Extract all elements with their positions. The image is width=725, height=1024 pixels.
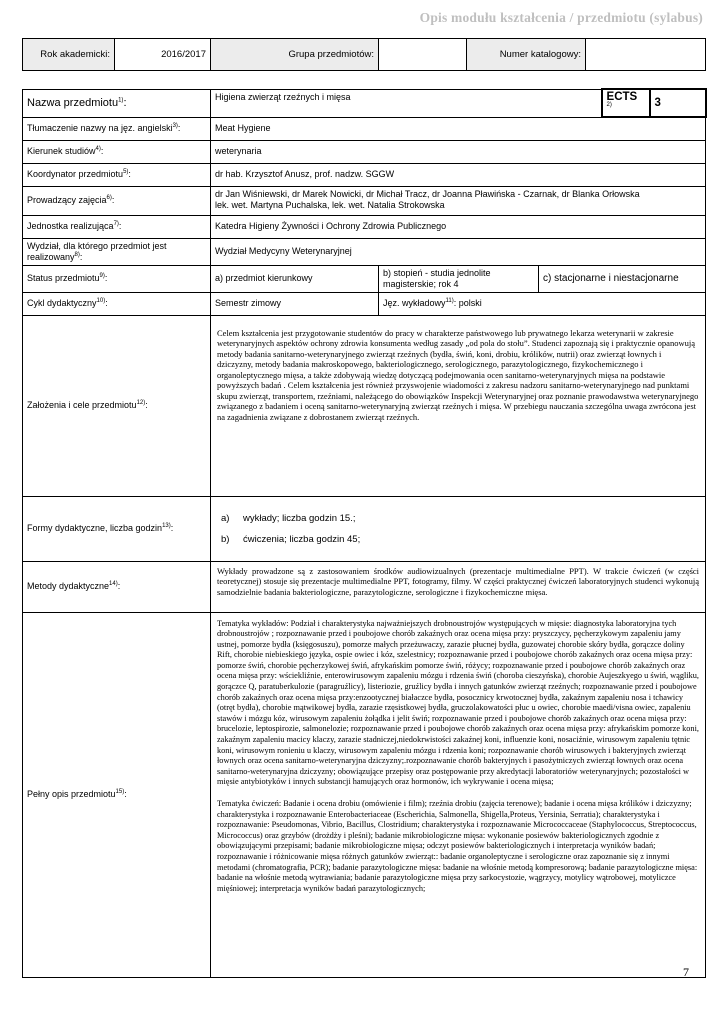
full-description-label: Pełny opis przedmiotu$^{15)}$:: [23, 612, 211, 977]
ects-value: 3: [650, 89, 706, 117]
subject-group-value: [379, 39, 467, 71]
catalog-info-table: [22, 38, 706, 71]
language-cell: Jęz. wykładowy$^{11)}$: polski: [379, 292, 706, 315]
cycle-value: Semestr zimowy: [211, 292, 379, 315]
row-goals: [23, 315, 706, 496]
field-of-study-label: Kierunek studiów$^{4)}$:: [23, 140, 211, 163]
english-translation-label: Tłumaczenie nazwy na jęz. angielski$^{3)}$:: [23, 117, 211, 140]
goals-label: Założenia i cele przedmiotu$^{12)}$:: [23, 315, 211, 496]
row-english-translation: [23, 117, 706, 140]
row-forms: [23, 496, 706, 561]
unit-label: Jednostka realizująca$^{7)}$:: [23, 215, 211, 238]
unit-value: Katedra Higieny Żywności i Ochrony Zdrowia Publicznego: [211, 215, 706, 238]
catalog-number-label: Numer katalogowy:: [467, 39, 586, 71]
cycle-label: Cykl dydaktyczny$^{10)}$:: [23, 292, 211, 315]
forms-label: Formy dydaktyczne, liczba godzin$^{13)}$:: [23, 496, 211, 561]
methods-text: Wykłady prowadzone są z zastosowaniem środków audiowizualnych (prezentacje multimedialne PPT). W trakcie ćwiczeń (w części teoretycznej) stosuje się prezentacje multimedialne PPT, fotogramy, filmy. W części praktycznej ćwiczeń laboratoryjnych studenci wykonują samodzielnie badania bakteriologiczne, parazytologiczne, serologiczne i fizykochemiczne mięsa.: [211, 561, 706, 612]
ects-label: ECTS $^{2)}$: [602, 89, 650, 117]
subject-group-label: Grupa przedmiotów:: [211, 39, 379, 71]
document-header-title: Opis modułu kształcenia / przedmiotu (sylabus): [419, 10, 703, 25]
subject-name-value: Higiena zwierząt rzeźnych i mięsa: [211, 89, 602, 117]
coordinator-value: dr hab. Krzysztof Anusz, prof. nadzw. SGGW: [211, 163, 706, 186]
forms-list: [215, 513, 701, 545]
status-label: Status przedmiotu$^{9)}$:: [23, 265, 211, 292]
row-faculty: [23, 238, 706, 265]
row-coordinator: [23, 163, 706, 186]
forms-item: b) ćwiczenia; liczba godzin 45;: [221, 533, 361, 545]
catalog-number-value: [586, 39, 706, 71]
full-description-text: Tematyka wykładów: Podział i charakterystyka najważniejszych drobnoustrojów występujących w mięsie: diagnostyka laboratoryjna tych drobnoustrojów ; rozpoznawanie przed i poubojowe chorób zakaźnych oraz ocena mięsa przy: pryszczycy, pęcherzykowym zapaleniu jamy ustnej, pomorze bydła (księgosuszu), pomorze małych przeżuwaczy, zarazie płucnej bydła, guzowatej chorobie skóry bydła, gorączce doliny Rift, chorobie niebieskiego języka, ospie owiec i kóz, szelestnicy; rozpoznawanie przed i poubojowe chorób zakaźnych oraz ocena mięsa przy: pomorze świń, chorobie pęcherzykowej świń, afrykańskim pomorze świń, różycy; rozpoznawanie przed i poubojowe chorób zakaźnych oraz ocena mięsa przy: wściekliźnie, enterowirusowym zapaleniu mózgu i rdzenia świń (choroba cieszyńska), chorobie Aujeszkyego u świń, wągliku, gorączce Q, paratuberkulozie (paragruźlicy), listeriozie, gruźlicy bydła i innych gatunków zwierząt rzeźnych; rozpoznawanie przed i poubojowe chorób zakaźnych oraz ocena mięsa przy:enzootycznej białaczce bydła, posocznicy krwotocznej bydła, zakaźnym zapaleniu nosa i tchawicy (otręt bydła), chorobie mątwikowej bydła, zarazie rzęsistkowej bydła, gruczolakowatości płuc u owiec, chorobie maedi/visna owiec, zapaleniu stawów i mózgu kóz, wirusowym zapaleniu żołądka i jelit świń; rozpoznawanie przed i poubojowe chorób zakaźnych oraz ocena mięsa przy: brucelozie, leptospirozie, salmonelozie; rozpoznawanie przed i poubojowe chorób zakaźnych oraz ocena mięsa przy: afrykańskim pomorze koni, zakaźnym zapaleniu macicy klaczy, zarazie stadniczej,niedokrwistości zakaźnej koni, influenzie koni, nosaciźnie, wirusowym zapaleniu tętnic koni, wirusowym ronieniu u klaczy, wirusowym zapaleniu mózgu i rdzenia koni; rozpoznawanie chorób wirusowych i bakteryjnych zwierząt łownych oraz ocena sanitarno-weterynaryjna dziczyzny;.rozpoznawanie chorób bakteryjnych i pasożytniczych zwierząt łownych oraz ocena sanitarno-weterynaryjna dziczyzny; obowiązujące przepisy oraz postępowanie przy akredytacji laboratoriów weterynaryjnych; pozostałości w mięsie antybiotyków i innych substancji hamujących oraz hormonów, ich wykrywanie i ocena mięsa; Tematyka ćwiczeń: Badanie i ocena drobiu (omówienie i film); rzeźnia drobiu (zajęcia terenowe); badanie i ocena mięsa królików i dziczyzny; charakterystyka i rozpoznawanie Enterobacteriaceae (Escherichia, Salmonella, Shigella,Proteus, Yersinia, Serratia); charakterystyka i rozpoznawanie: Pseudomonas, Vibrio, Bacillus, Clostridium; charakterystyka i rozpoznawanie Micrococcaceae (Staphylococcus, Streptococcus, Micrococcus) oraz grzybów (drożdży i pleśni); badanie mikrobiologiczne mięsa: wykonanie posiewów bakteriologicznych zgodnie z obowiązującymi przepisami; badanie mikrobiologiczne mięsa; odczyt posiewów bakteriologicznych i interpretacja wyników badań; rozpoznawanie i różnicowanie mięsa różnych gatunków zwierząt:: badanie organoleptyczne i serologiczne oraz zapoznanie się z innymi metodami (chromatografia, PCR); badanie parazytologiczne mięsa: badanie na włośnie metodą kompresorową; badanie parazytologiczne mięsa: badanie na włośnie metodą wytrawiania; badanie parazytologiczne mięsa przy sarkocystozie, wągrzycy, motylicy wątrobowej, motyliczce mięśniowej; interpretacja wyników badań parazytologicznych;: [211, 612, 706, 977]
row-cycle: [23, 292, 706, 315]
instructors-label: Prowadzący zajęcia$^{6)}$:: [23, 186, 211, 215]
academic-year-label: Rok akademicki:: [23, 39, 115, 71]
forms-item: a) wykłady; liczba godzin 15.;: [221, 512, 356, 524]
english-translation-value: Meat Hygiene: [211, 117, 706, 140]
methods-label: Metody dydaktyczne$^{14)}$:: [23, 561, 211, 612]
row-instructors: [23, 186, 706, 215]
status-c: c) stacjonarne i niestacjonarne: [539, 265, 706, 292]
field-of-study-value: weterynaria: [211, 140, 706, 163]
subject-name-label: Nazwa przedmiotu$^{1)}$:: [23, 89, 211, 117]
coordinator-label: Koordynator przedmiotu$^{5)}$:: [23, 163, 211, 186]
row-methods: [23, 561, 706, 612]
row-field-of-study: [23, 140, 706, 163]
faculty-label: Wydział, dla którego przedmiot jest realizowany$^{8)}$:: [23, 238, 211, 265]
goals-text: Celem kształcenia jest przygotowanie studentów do pracy w charakterze państwowego lub prywatnego lekarza weterynarii w zakresie weterynaryjnych aspektów ochrony zdrowia konsumenta według zasady „od pola do stołu”. Studenci zapoznają się i praktycznie opanowują metody badania sanitarno-weterynaryjnego zwierząt rzeźnych (bydła, świń, koni, drobiu, królików, nutrii) oraz zwierząt łownych i dziczyzny, metody badania makroskopowego, bakteriologicznego, serologicznego, parazytologicznego, fizykochemicznego i organoleptycznego mięsa, a także zdobywają wiedzę dotyczącą podejmowania ocen sanitarno-weterynaryjnych mięsa na podstawie powyższych badań . Celem kształcenia jest również przyswojenie wiadomości z zakresu nadzoru sanitarno-weterynaryjnego nad punktami skupu zwierząt, transportem, rzeźniami, należącego do obowiązków Inspekcji Weterynaryjnej oraz poznanie prawodawstwa weterynaryjnego związanego z badaniem i oceną sanitarno-weterynaryjną zwierząt rzeźnych i mięsa. W przebiegu nauczania szczególna uwaga zwrócona jest na zagadnienia związane z dobrostanem zwierząt rzeźnych.: [211, 315, 706, 496]
row-status: [23, 265, 706, 292]
faculty-value: Wydział Medycyny Weterynaryjnej: [211, 238, 706, 265]
status-a: a) przedmiot kierunkowy: [211, 265, 379, 292]
status-b: b) stopień - studia jednolite magisterskie; rok 4: [379, 265, 539, 292]
academic-year-value: 2016/2017: [115, 39, 211, 71]
row-unit: [23, 215, 706, 238]
row-full-description: [23, 612, 706, 977]
row-subject-name: [23, 89, 706, 117]
instructors-value: dr Jan Wiśniewski, dr Marek Nowicki, dr Michał Tracz, dr Joanna Pławińska - Czarnak, dr Blanka Orłowska lek. wet. Martyna Puchalska, lek. wet. Natalia Strokowska: [211, 186, 706, 215]
syllabus-table: [22, 88, 707, 978]
page-number: 7: [683, 965, 689, 979]
forms-list-cell: [211, 496, 706, 561]
